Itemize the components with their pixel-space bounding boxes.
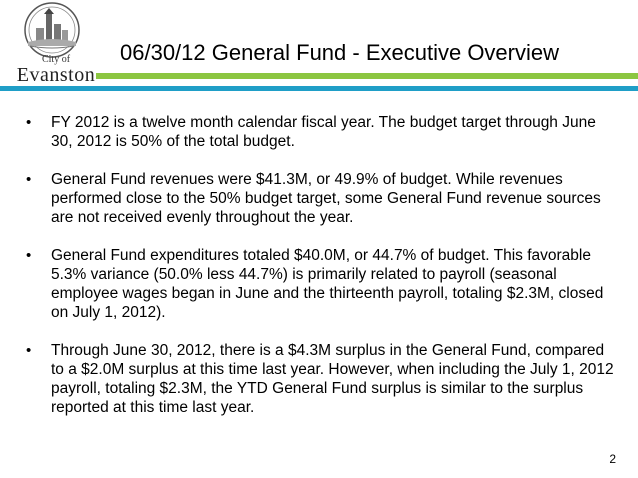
logo-city-text: City of (41, 54, 71, 65)
bullet-dot-icon: • (26, 114, 32, 131)
city-seal-icon (6, 0, 106, 60)
bullet-text: General Fund expenditures totaled $40.0M, or 44.7% of budget. This favorable 5.3% variance (50.0% less 44.7%) is primarily related to payroll (seasonal employee wages began in June and the thirteenth payroll, totaling $2.3M, closed on July 1, 2012). (51, 247, 604, 321)
city-logo (6, 0, 106, 90)
page-number: 2 (609, 452, 616, 466)
bullet-text: FY 2012 is a twelve month calendar fiscal year. The budget target through June 30, 2012 is 50% of the total budget. (51, 114, 596, 150)
header-rule-green (96, 73, 638, 79)
slide-title: 06/30/12 General Fund - Executive Overview (120, 40, 560, 65)
header-rule-blue (0, 86, 638, 91)
bullet-text: Through June 30, 2012, there is a $4.3M surplus in the General Fund, compared to a $2.0M surplus at this time last year. However, when including the July 1, 2012 payroll, totaling $2.3M, the YTD General Fund surplus is similar to the surplus reported at this time last year. (51, 342, 614, 416)
logo-name-text: Evanston (16, 64, 96, 86)
bullet-item (26, 113, 616, 151)
bullet-item (26, 341, 616, 417)
bullet-item (26, 246, 616, 322)
bullet-dot-icon: • (26, 171, 32, 188)
bullet-list (26, 113, 616, 436)
bullet-dot-icon: • (26, 247, 32, 264)
bullet-text: General Fund revenues were $41.3M, or 49.9% of budget. While revenues performed close to the 50% budget target, some General Fund revenue sources are not received evenly throughout the year. (51, 171, 601, 226)
bullet-item (26, 170, 616, 227)
bullet-dot-icon: • (26, 342, 32, 359)
